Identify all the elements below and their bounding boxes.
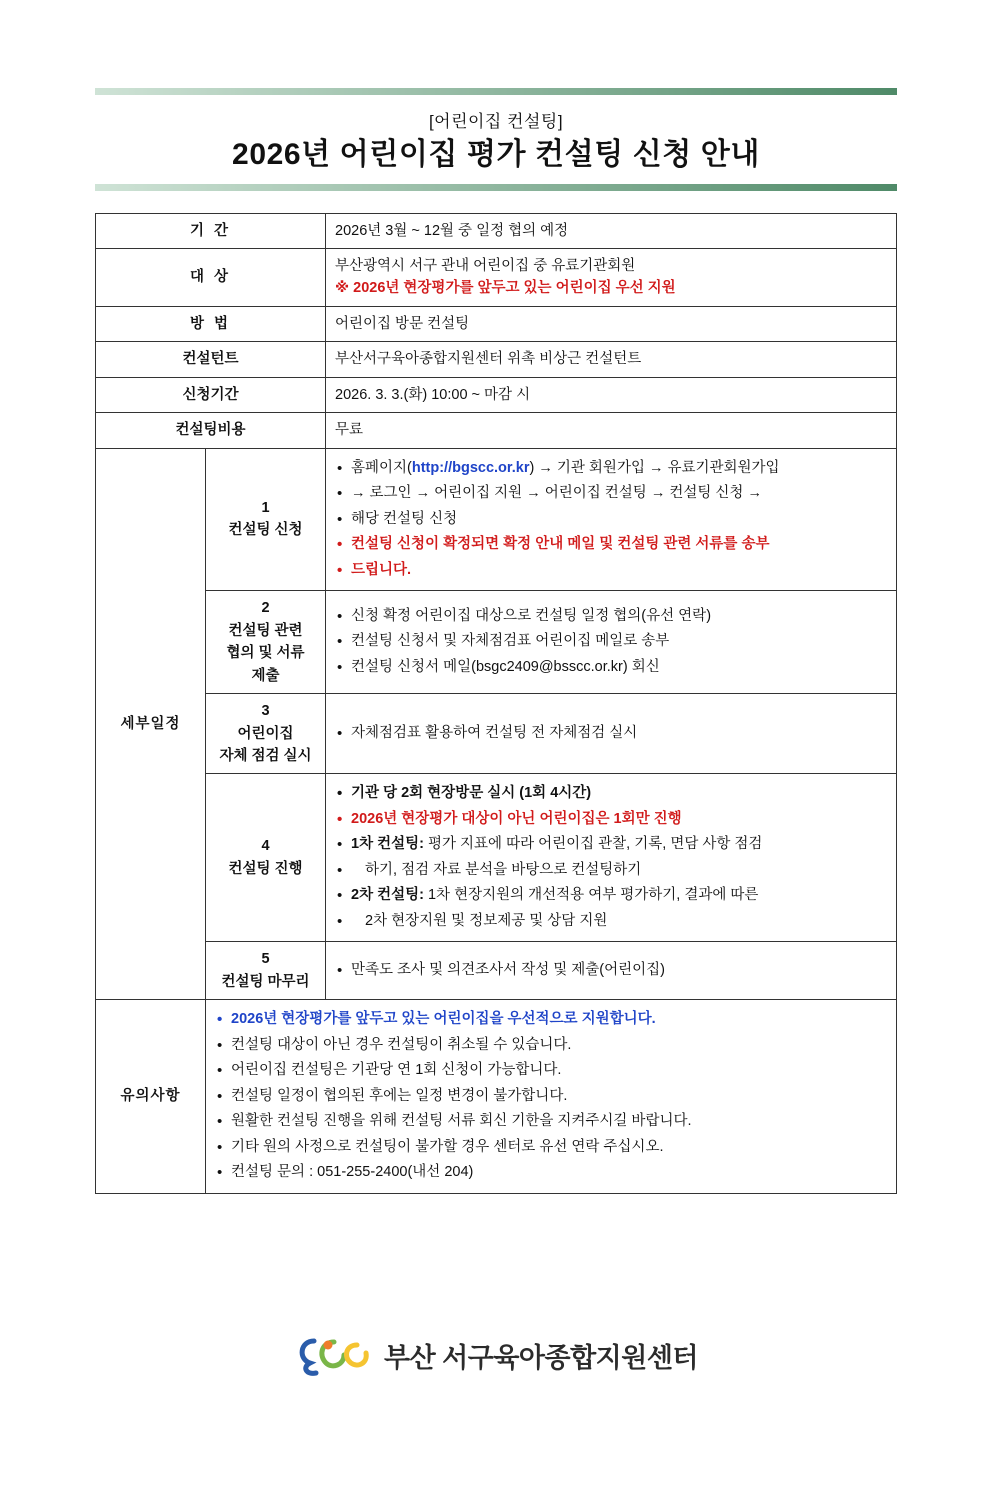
first-consulting-text: 평가 지표에 따라 어린이집 관찰, 기록, 면담 사항 점검	[423, 836, 763, 853]
row-label-detail-schedule: 세부일정	[96, 448, 206, 1000]
list-item: • 2026년 현장평가를 앞두고 있는 어린이집을 우선적으로 지원합니다.	[215, 1008, 887, 1031]
homepage-url[interactable]: http://bgscc.or.kr	[411, 459, 530, 476]
table-row-step-4	[96, 774, 897, 942]
step-2-content	[326, 591, 897, 694]
table-row-cautions	[96, 1000, 897, 1193]
row-label-period: 기 간	[96, 213, 326, 248]
cautions-content	[206, 1000, 897, 1193]
step-3-content	[326, 694, 897, 774]
row-label-apply-period: 신청기간	[96, 377, 326, 412]
document-header	[95, 88, 897, 191]
list-item: • 컨설팅 신청서 메일(bsgc2409@bsscc.or.kr) 회신	[335, 656, 887, 679]
row-value-cost: 무료	[326, 413, 897, 448]
list-item-cont: • 2차 현장지원 및 정보제공 및 상담 지원	[335, 910, 887, 933]
step-4-content	[326, 774, 897, 942]
step-1-content	[326, 448, 897, 590]
row-label-target: 대 상	[96, 248, 326, 306]
step-2-name	[206, 591, 326, 694]
list-item: • 자체점검표 활용하여 컨설팅 전 자체점검 실시	[335, 722, 887, 745]
table-row-period	[96, 213, 897, 248]
footer	[0, 1333, 992, 1377]
target-note: ※ 2026년 현장평가를 앞두고 있는 어린이집 우선 지원	[335, 280, 676, 297]
step-4-number: 4	[261, 838, 270, 855]
list-item: • 만족도 조사 및 의견조사서 작성 및 제출(어린이집)	[335, 959, 887, 982]
table-row-step-2	[96, 591, 897, 694]
table-row-step-1	[96, 448, 897, 590]
step-5-number: 5	[261, 951, 270, 968]
step-2-title-line3: 제출	[251, 667, 280, 684]
list-item: • 기타 원의 사정으로 컨설팅이 불가할 경우 센터로 유선 연락 주십시오.	[215, 1136, 887, 1159]
step-5-content	[326, 942, 897, 1000]
table-row-step-5	[96, 942, 897, 1000]
list-item	[335, 833, 887, 856]
list-item: • 어린이집 컨설팅은 기관당 연 1회 신청이 가능합니다.	[215, 1059, 887, 1082]
list-item: • 컨설팅 일정이 협의된 후에는 일정 변경이 불가합니다.	[215, 1085, 887, 1108]
step-3-number: 3	[261, 703, 270, 720]
second-consulting-label: 2차 컨설팅:	[351, 887, 424, 904]
header-rule-top	[95, 88, 897, 95]
row-label-cost: 컨설팅비용	[96, 413, 326, 448]
row-value-consultant: 부산서구육아종합지원센터 위촉 비상근 컨설턴트	[326, 342, 897, 377]
step-3-name	[206, 694, 326, 774]
list-item: • 컨설팅 문의 : 051-255-2400(내선 204)	[215, 1161, 887, 1184]
list-item: • → 로그인 → 어린이집 지원 → 어린이집 컨설팅 → 컨설팅 신청 →	[335, 482, 887, 505]
header-rule-bottom	[95, 184, 897, 191]
list-item-note: • 컨설팅 신청이 확정되면 확정 안내 메일 및 컨설팅 관련 서류를 송부	[335, 533, 887, 556]
table-row-cost	[96, 413, 897, 448]
list-item-note-cont: • 드립니다.	[335, 559, 887, 582]
step-5-title: 컨설팅 마무리	[221, 973, 310, 990]
organization-name: 부산 서구육아종합지원센터	[384, 1342, 698, 1373]
list-item: • 해당 컨설팅 신청	[335, 508, 887, 531]
step-1-title: 컨설팅 신청	[228, 522, 303, 539]
first-consulting-label: 1차 컨설팅:	[351, 836, 424, 853]
second-consulting-text: 1차 현장지원의 개선적용 여부 평가하기, 결과에 따른	[423, 887, 759, 904]
table-row-apply-period	[96, 377, 897, 412]
step-1-number: 1	[261, 500, 270, 517]
list-item: • 홈페이지(http://bgscc.or.kr) → 기관 회원가입 → 유료기관회원가입	[335, 457, 887, 480]
row-value-target	[326, 248, 897, 306]
step-5-name	[206, 942, 326, 1000]
step-1-name	[206, 448, 326, 590]
list-item: • 컨설팅 대상이 아닌 경우 컨설팅이 취소될 수 있습니다.	[215, 1034, 887, 1057]
step-3-title-line2: 자체 점검 실시	[219, 748, 312, 765]
row-label-cautions: 유의사항	[96, 1000, 206, 1193]
step-2-number: 2	[261, 600, 270, 617]
list-item: • 기관 당 2회 현장방문 실시 (1회 4시간)	[335, 782, 887, 805]
center-logo-icon	[294, 1333, 372, 1377]
document-page	[0, 88, 992, 1491]
list-item: • 원활한 컨설팅 진행을 위해 컨설팅 서류 회신 기한을 지켜주시길 바랍니다.	[215, 1110, 887, 1133]
list-item-note: • 2026년 현장평가 대상이 아닌 어린이집은 1회만 진행	[335, 808, 887, 831]
list-item-cont: • 하기, 점검 자료 분석을 바탕으로 컨설팅하기	[335, 859, 887, 882]
page-title: 2026년 어린이집 평가 컨설팅 신청 안내	[232, 138, 760, 171]
row-value-method: 어린이집 방문 컨설팅	[326, 306, 897, 341]
step-4-name	[206, 774, 326, 942]
list-item: • 컨설팅 신청서 및 자체점검표 어린이집 메일로 송부	[335, 630, 887, 653]
table-row-target	[96, 248, 897, 306]
table-row-consultant	[96, 342, 897, 377]
step-2-title-line2: 협의 및 서류	[226, 645, 305, 662]
row-label-method: 방 법	[96, 306, 326, 341]
row-value-period: 2026년 3월 ~ 12월 중 일정 협의 예정	[326, 213, 897, 248]
document-subtitle: [어린이집 컨설팅]	[428, 112, 564, 131]
row-label-consultant: 컨설턴트	[96, 342, 326, 377]
step-4-title: 컨설팅 진행	[228, 860, 303, 877]
row-value-apply-period: 2026. 3. 3.(화) 10:00 ~ 마감 시	[326, 377, 897, 412]
table-row-step-3	[96, 694, 897, 774]
step-3-title-line1: 어린이집	[237, 725, 294, 742]
step-2-title-line1: 컨설팅 관련	[228, 622, 303, 639]
table-row-method	[96, 306, 897, 341]
info-table	[95, 213, 897, 1194]
list-item	[335, 884, 887, 907]
list-item: • 신청 확정 어린이집 대상으로 컨설팅 일정 협의(유선 연락)	[335, 605, 887, 628]
target-text: 부산광역시 서구 관내 어린이집 중 유료기관회원	[335, 257, 636, 274]
